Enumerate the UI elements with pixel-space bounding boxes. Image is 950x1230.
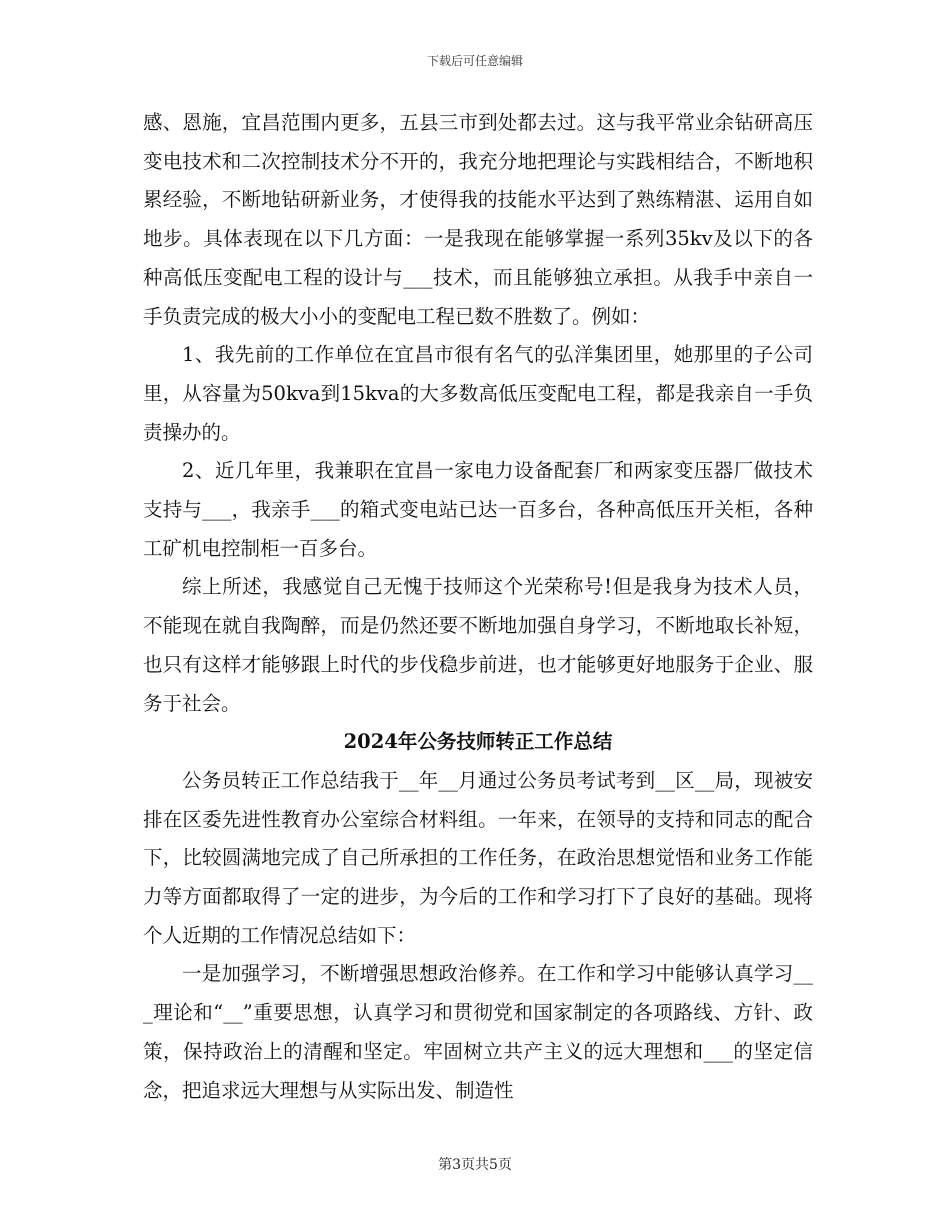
document-body — [143, 104, 813, 1110]
paragraph-point-1: 一是加强学习，不断增强思想政治修养。在工作和学习中能够认真学习___理论和“__”重要思想，认真学习和贯彻党和国家制定的各项路线、方针、政策，保持政治上的清醒和坚定。牢固树立共产主义的远大理想和___的坚定信念，把追求远大理想与从实际出发、制造性 — [143, 962, 813, 1102]
paragraph-intro: 公务员转正工作总结我于__年__月通过公务员考试考到__区__局，现被安排在区委先进性教育办公室综合材料组。一年来，在领导的支持和同志的配合下，比较圆满地完成了自己所承担的工作任务，在政治思想觉悟和业务工作能力等方面都取得了一定的进步，为今后的工作和学习打下了良好的基础。现将个人近期的工作情况总结如下： — [143, 768, 813, 947]
page-number: 第3页共5页 — [438, 1157, 512, 1173]
paragraph-summary: 综上所述，我感觉自己无愧于技师这个光荣称号!但是我身为技术人员，不能现在就自我陶醉，而是仍然还要不断地加强自身学习，不断地取长补短，也只有这样才能够跟上时代的步伐稳步前进，也才能够更好地服务于企业、服务于社会。 — [143, 575, 813, 715]
paragraph-continued: 感、恩施，宜昌范围内更多，五县三市到处都去过。这与我平常业余钻研高压变电技术和二次控制技术分不开的，我充分地把理论与实践相结合，不断地积累经验，不断地钻研新业务，才使得我的技能水平达到了熟练精湛、运用自如地步。具体表现在以下几方面：一是我现在能够掌握一系列35kv及以下的各种高低压变配电工程的设计与___技术，而且能够独立承担。从我手中亲自一手负责完成的极大小小的变配电工程已数不胜数了。例如： — [143, 111, 813, 328]
paragraph-item-1: 1、我先前的工作单位在宜昌市很有名气的弘洋集团里，她那里的子公司里，从容量为50kva到15kva的大多数高低压变配电工程，都是我亲自一手负责操办的。 — [143, 343, 813, 444]
section-title: 2024年公务技师转正工作总结 — [343, 730, 613, 754]
paragraph-item-2: 2、近几年里，我兼职在宜昌一家电力设备配套厂和两家变压器厂做技术支持与___，我亲手___的箱式变电站已达一百多台，各种高低压开关柜，各种工矿机电控制柜一百多台。 — [143, 459, 813, 560]
page-header: 下载后可任意编辑 — [426, 54, 523, 68]
